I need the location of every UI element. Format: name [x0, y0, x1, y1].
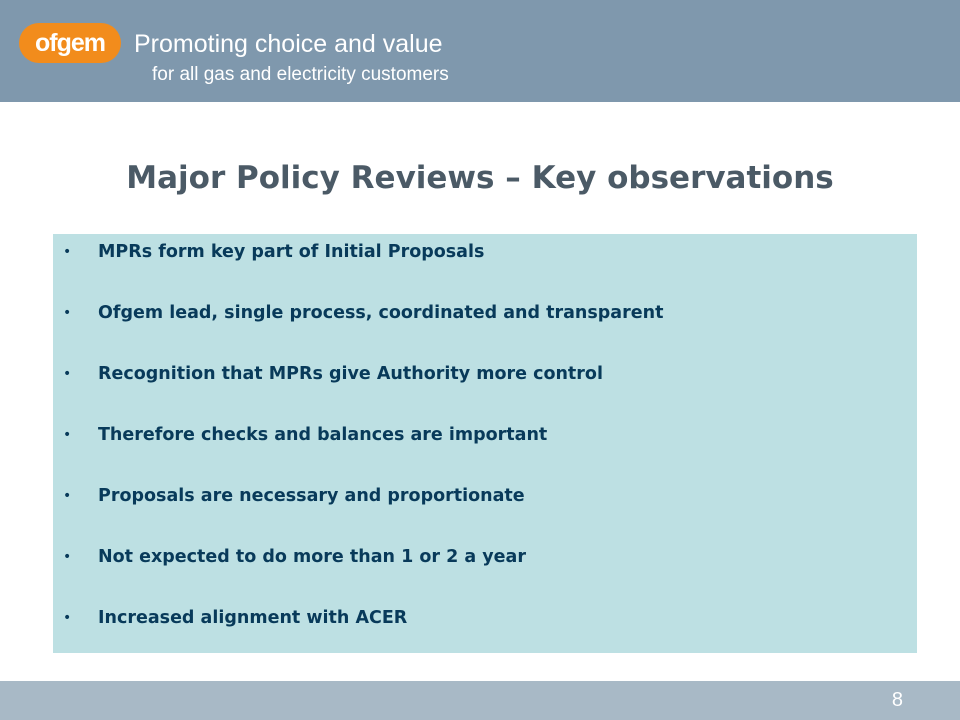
bullet-text: Recognition that MPRs give Authority more control — [98, 364, 603, 384]
bullet-dot: • — [63, 244, 72, 260]
header-banner — [0, 0, 960, 102]
bullet-dot: • — [63, 305, 72, 321]
logo-text: ofgem — [35, 28, 105, 57]
bullet-item — [53, 478, 917, 514]
bullet-dot: • — [63, 366, 72, 382]
bullet-text: Increased alignment with ACER — [98, 608, 408, 628]
tagline-primary: Promoting choice and value — [134, 30, 443, 58]
ofgem-logo — [19, 23, 121, 63]
page-number: 8 — [891, 689, 903, 711]
bullet-item — [53, 356, 917, 392]
bullet-item — [53, 295, 917, 331]
bullet-item — [53, 600, 917, 636]
bullet-text: MPRs form key part of Initial Proposals — [98, 242, 485, 262]
bullet-item — [53, 539, 917, 575]
bullet-item — [53, 417, 917, 453]
footer-bar — [0, 681, 960, 720]
tagline-secondary: for all gas and electricity customers — [152, 64, 449, 85]
bullet-item — [53, 234, 917, 270]
bullet-text: Not expected to do more than 1 or 2 a year — [98, 547, 526, 567]
bullet-panel — [53, 234, 917, 653]
slide-title: Major Policy Reviews – Key observations — [126, 160, 834, 196]
bullet-dot: • — [63, 488, 72, 504]
bullet-text: Therefore checks and balances are important — [98, 425, 548, 445]
bullet-dot: • — [63, 427, 72, 443]
bullet-text: Ofgem lead, single process, coordinated and transparent — [98, 303, 664, 323]
bullet-dot: • — [63, 549, 72, 565]
bullet-dot: • — [63, 610, 72, 626]
bullet-text: Proposals are necessary and proportionate — [98, 486, 525, 506]
